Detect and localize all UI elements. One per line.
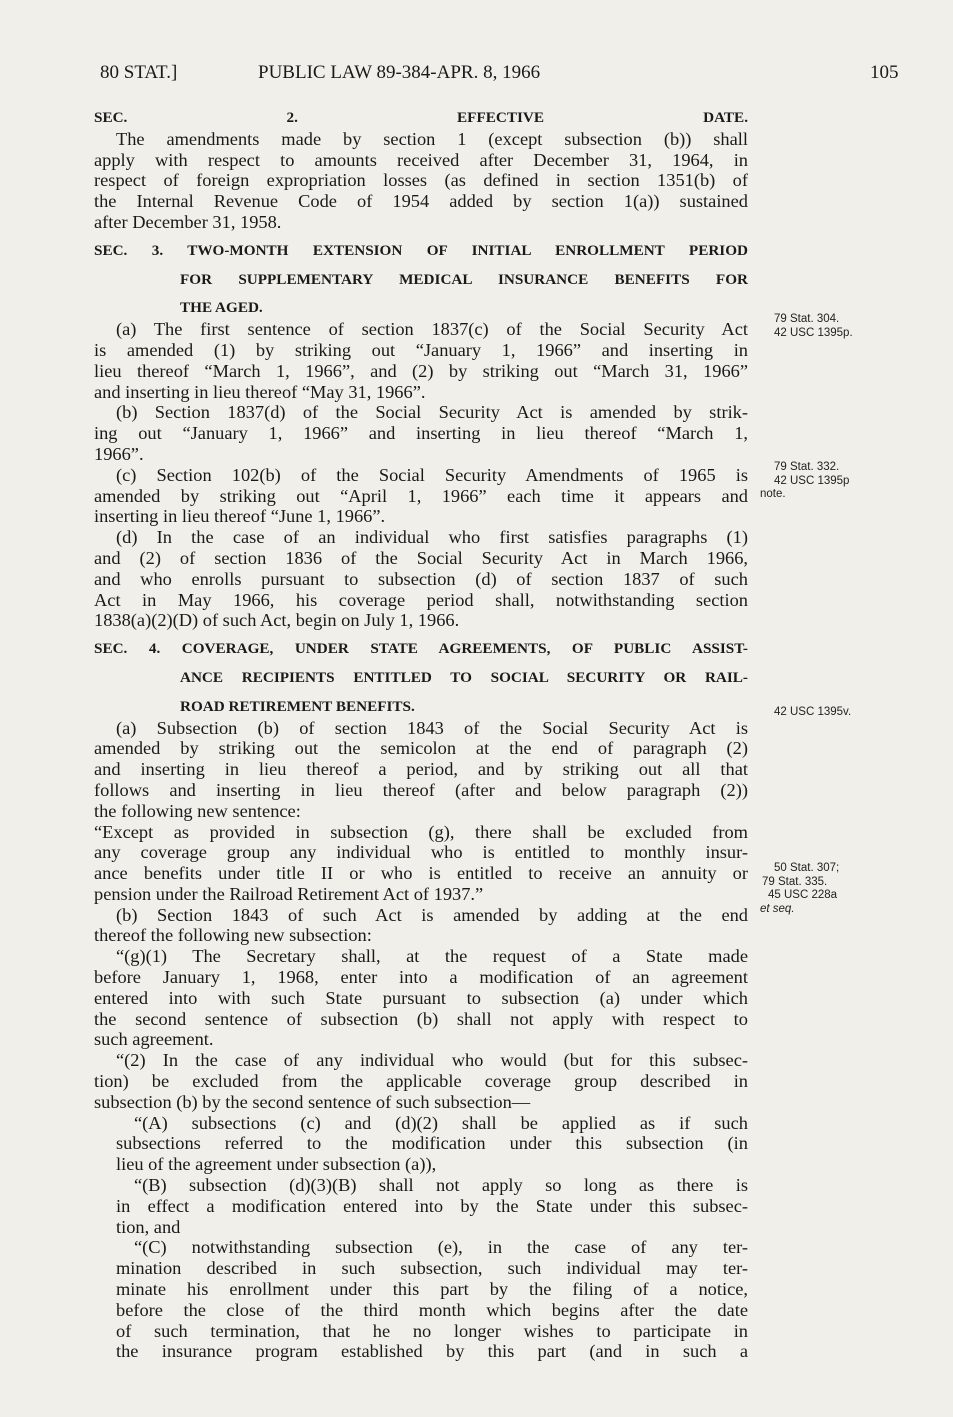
text-line: of such termination, that he no longer wishes to participate in: [116, 1320, 748, 1341]
margin-note-line: 79 Stat. 332.: [774, 461, 840, 473]
running-head: PUBLIC LAW 89-384-APR. 8, 1966: [258, 62, 541, 83]
text-line: amended by striking out “April 1, 1966” each time it appears and: [94, 485, 748, 506]
margin-note-line: et seq.: [760, 902, 795, 915]
text-line: (b) Section 1843 of such Act is amended by adding at the end: [116, 904, 748, 925]
text-line: “(A) subsections (c) and (d)(2) shall be applied as if such: [134, 1112, 748, 1133]
text-line: after December 31, 1958.: [94, 211, 282, 232]
section-heading-line: ANCE RECIPIENTS ENTITLED TO SOCIAL SECURITY OR RAIL-: [180, 668, 748, 686]
text-line: tion) be excluded from the applicable coverage group described in: [94, 1071, 748, 1092]
margin-note-line: note.: [760, 488, 786, 500]
text-line: and (2) of section 1836 of the Social Security Act in March 1966,: [94, 547, 748, 568]
margin-note-line: 45 USC 228a: [768, 889, 838, 901]
statute-text: [94, 108, 748, 1362]
margin-note: [760, 862, 839, 916]
text-line: (d) In the case of an individual who first satisfies paragraphs (1): [116, 527, 748, 548]
text-line: before the close of the third month which begins after the date: [116, 1299, 748, 1320]
text-line: the second sentence of subsection (b) shall not apply with respect to: [94, 1008, 748, 1029]
section-heading-line: THE AGED.: [180, 299, 263, 317]
text-line: the insurance program established by this part (and in such a: [116, 1341, 748, 1362]
text-line: thereof the following new subsection:: [94, 925, 372, 946]
page-number: 105: [870, 62, 899, 83]
text-line: lieu thereof “March 1, 1966”, and (2) by striking out “March 31, 1966”: [94, 360, 748, 381]
section-heading-line: SEC. 3. TWO-MONTH EXTENSION OF INITIAL ENROLLMENT PERIOD: [94, 241, 748, 259]
text-line: (a) Subsection (b) of section 1843 of the Social Security Act is: [116, 717, 748, 738]
text-line: Act in May 1966, his coverage period shall, notwithstanding section: [94, 589, 748, 610]
text-line: ance benefits under title II or who is entitled to receive an annuity or: [94, 863, 748, 884]
text-line: amended by striking out the semicolon at the end of paragraph (2): [94, 738, 748, 759]
text-line: in effect a modification entered into by the State under this subsec-: [116, 1195, 748, 1216]
margin-note-line: 42 USC 1395p: [774, 474, 850, 487]
text-line: (a) The first sentence of section 1837(c) of the Social Security Act: [116, 319, 748, 340]
text-line: entered into with such State pursuant to subsection (a) under which: [94, 987, 748, 1008]
text-line: and inserting in lieu thereof a period, and by striking out all that: [94, 759, 748, 780]
text-line: “Except as provided in subsection (g), there shall be excluded from: [94, 821, 748, 842]
text-line: apply with respect to amounts received after December 31, 1964, in: [94, 149, 748, 170]
section-heading-line: SEC. 4. COVERAGE, UNDER STATE AGREEMENTS, OF PUBLIC ASSIST-: [94, 640, 748, 658]
margin-note-line: 50 Stat. 307;: [774, 862, 840, 874]
text-line: and who enrolls pursuant to subsection (d) of section 1837 of such: [94, 568, 748, 589]
margin-note: [760, 461, 849, 502]
text-line: before January 1, 1968, enter into a modification of an agreement: [94, 967, 748, 988]
text-line: any coverage group any individual who is entitled to monthly insur-: [94, 842, 748, 863]
margin-note-line: 79 Stat. 335.: [762, 875, 828, 888]
margin-note: [760, 706, 851, 720]
text-line: minate his enrollment under this part by the filing of a notice,: [116, 1279, 748, 1300]
text-line: 1966”.: [94, 443, 144, 464]
text-line: “(C) notwithstanding subsection (e), in the case of any ter-: [134, 1237, 748, 1258]
text-line: “(B) subsection (d)(3)(B) shall not apply so long as there is: [134, 1175, 748, 1196]
volume-reference: 80 STAT.]: [100, 62, 178, 83]
text-line: (b) Section 1837(d) of the Social Security Act is amended by strik-: [116, 402, 748, 423]
text-line: “(g)(1) The Secretary shall, at the request of a State made: [116, 946, 748, 967]
text-line: the Internal Revenue Code of 1954 added by section 1(a)) sustained: [94, 191, 748, 212]
text-line: the following new sentence:: [94, 800, 301, 821]
text-line: tion, and: [116, 1216, 181, 1237]
text-line: lieu of the agreement under subsection (a)),: [116, 1154, 437, 1175]
text-line: “(2) In the case of any individual who would (but for this subsec-: [116, 1050, 748, 1071]
text-line: mination described in such subsection, such individual may ter-: [116, 1258, 748, 1279]
text-line: pension under the Railroad Retirement Act of 1937.”: [94, 883, 484, 904]
text-line: The amendments made by section 1 (except subsection (b)) shall: [116, 128, 748, 149]
section-heading-line: SEC. 2. EFFECTIVE DATE.: [94, 109, 748, 126]
margin-note-line: 79 Stat. 304.: [774, 313, 840, 325]
text-line: 1838(a)(2)(D) of such Act, begin on July 1, 1966.: [94, 610, 460, 631]
margin-note-line: 42 USC 1395p.: [774, 326, 853, 339]
margin-note-line: 42 USC 1395v.: [774, 706, 852, 718]
text-line: follows and inserting in lieu thereof (after and below paragraph (2)): [94, 779, 748, 800]
text-line: such agreement.: [94, 1029, 214, 1050]
margin-note: [760, 313, 853, 340]
text-line: is amended (1) by striking out “January 1, 1966” and inserting in: [94, 339, 748, 360]
text-line: ing out “January 1, 1966” and inserting in lieu thereof “March 1,: [94, 423, 748, 444]
text-line: inserting in lieu thereof “June 1, 1966”.: [94, 506, 386, 527]
section-heading-line: ROAD RETIREMENT BENEFITS.: [180, 697, 415, 715]
text-line: respect of foreign expropriation losses (as defined in section 1351(b) of: [94, 170, 748, 191]
text-line: subsection (b) by the second sentence of such subsection—: [94, 1091, 531, 1112]
text-line: (c) Section 102(b) of the Social Security Amendments of 1965 is: [116, 464, 748, 485]
text-line: and inserting in lieu thereof “May 31, 1966”.: [94, 381, 426, 402]
section-heading-line: FOR SUPPLEMENTARY MEDICAL INSURANCE BENEFITS FOR: [180, 270, 748, 288]
text-line: subsections referred to the modification under this subsection (in: [116, 1133, 748, 1154]
